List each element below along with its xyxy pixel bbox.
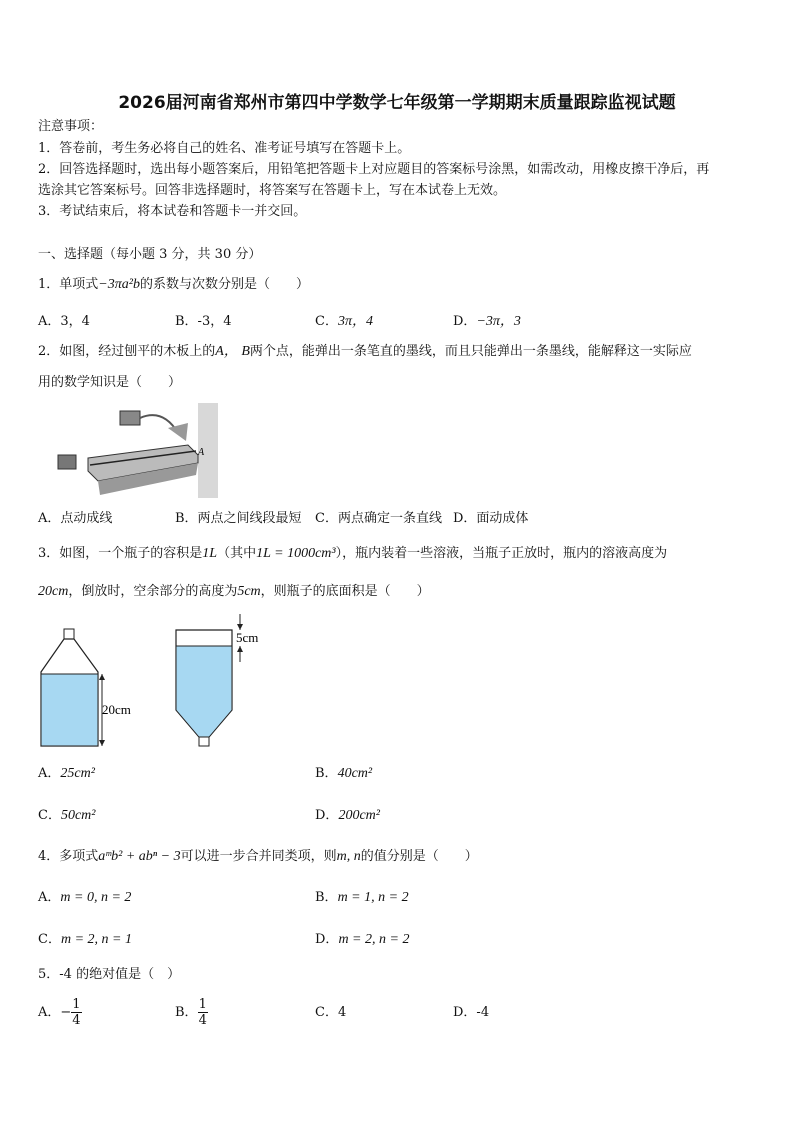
q1-pre: 1．单项式 bbox=[38, 277, 99, 292]
bottle-figure bbox=[36, 612, 276, 752]
question-1 bbox=[38, 276, 309, 294]
q1-option-a: A．3，4 bbox=[38, 314, 90, 329]
q4-option-b bbox=[315, 889, 409, 907]
q3-option-b-value: 40cm² bbox=[337, 766, 373, 781]
note-item-1: 1．答卷前，考生务必将自己的姓名、准考证号填写在答题卡上。 bbox=[38, 141, 411, 156]
q2-option-a: A．点动成线 bbox=[38, 511, 113, 526]
q3-option-c bbox=[38, 807, 95, 825]
q3-option-b-label: B． bbox=[315, 766, 338, 781]
q5-option-b-label: B． bbox=[175, 1005, 198, 1020]
q1-option-d-value: −3π，3 bbox=[476, 314, 521, 329]
q3-conversion: 1L = 1000cm³ bbox=[256, 546, 336, 561]
q3-option-b bbox=[315, 765, 372, 783]
q3-line2 bbox=[38, 583, 430, 601]
bottle-cap bbox=[64, 629, 74, 639]
q5-option-b-fraction bbox=[198, 997, 208, 1028]
q4-text-a: 4．多项式 bbox=[38, 849, 99, 864]
upright-liquid bbox=[42, 674, 98, 745]
q4-option-c bbox=[38, 931, 132, 949]
q4-option-a-value: m = 0, n = 2 bbox=[60, 890, 132, 905]
q5-option-c: C．4 bbox=[315, 1005, 347, 1020]
fraction-numerator: 1 bbox=[72, 997, 81, 1012]
q2-option-d: D．面动成体 bbox=[453, 511, 529, 526]
q4-option-a bbox=[38, 889, 131, 907]
q3-option-d-label: D． bbox=[315, 808, 339, 823]
q1-post: 的系数与次数分别是（ ） bbox=[139, 277, 309, 292]
note-item-2: 2．回答选择题时，选出每小题答案后，用铅笔把答题卡上对应题目的答案标号涂黑，如需改动，用橡皮擦干净后，再 bbox=[38, 162, 710, 177]
notes-heading: 注意事项： bbox=[38, 119, 104, 134]
q3-text-d: ，倒放时，空余部分的高度为 bbox=[68, 584, 238, 599]
q4-expr: aᵐb² + abⁿ − 3 bbox=[98, 849, 181, 864]
height-label-20: 20cm bbox=[102, 702, 131, 717]
q4-option-d bbox=[315, 931, 409, 949]
ink-reel bbox=[58, 455, 76, 469]
q4-mn: m, n bbox=[336, 849, 361, 864]
q3-option-c-label: C． bbox=[38, 808, 61, 823]
q5-option-d: D．-4 bbox=[453, 1005, 490, 1020]
hand bbox=[168, 423, 188, 441]
note-item-2-cont: 选涂其它答案标号。回答非选择题时，将答案写在答题卡上，写在本试卷上无效。 bbox=[38, 183, 507, 198]
q3-gap: 5cm bbox=[237, 584, 261, 599]
q1-option-d bbox=[453, 313, 521, 331]
q5-option-a bbox=[38, 996, 82, 1030]
arrow-head-down bbox=[99, 740, 105, 746]
q4-option-b-value: m = 1, n = 2 bbox=[337, 890, 409, 905]
carpentry-figure bbox=[38, 403, 218, 498]
ink-box bbox=[120, 411, 140, 425]
q3-text-c: ），瓶内装着一些溶液，当瓶子正放时，瓶内的溶液高度为 bbox=[335, 546, 668, 561]
q4-option-c-label: C． bbox=[38, 932, 61, 947]
q1-option-b: B．-3，4 bbox=[175, 314, 232, 329]
question-5: 5．-4 的绝对值是（ ） bbox=[38, 967, 181, 982]
q5-option-a-fraction bbox=[71, 997, 81, 1028]
q3-option-d-value: 200cm² bbox=[338, 808, 380, 823]
inverted-liquid bbox=[177, 646, 232, 736]
q3-option-a bbox=[38, 765, 95, 783]
q4-text-c: 的值分别是（ ） bbox=[360, 849, 478, 864]
q3-text-e: ，则瓶子的底面积是（ ） bbox=[260, 584, 430, 599]
section-heading: 一、选择题（每小题 3 分，共 30 分） bbox=[38, 247, 262, 262]
gap-label-5: 5cm bbox=[236, 630, 259, 645]
q4-option-d-value: m = 2, n = 2 bbox=[338, 932, 410, 947]
q2-text-line2: 用的数学知识是（ ） bbox=[38, 375, 182, 390]
q1-expr: −3πa²b bbox=[98, 277, 140, 292]
q1-option-c-label: C． bbox=[315, 314, 338, 329]
q4-text-b: 可以进一步合并同类项，则 bbox=[180, 849, 337, 864]
q3-volume: 1L bbox=[202, 546, 218, 561]
gap-arrow-head-up bbox=[237, 646, 243, 652]
q2-option-c: C．两点确定一条直线 bbox=[315, 511, 442, 526]
point-a-label: A bbox=[198, 447, 205, 458]
arrow-head-up bbox=[99, 674, 105, 680]
q3-text-b: （其中 bbox=[217, 546, 257, 561]
q2-text-b: 两个点，能弹出一条笔直的墨线，而且只能弹出一条墨线，能解释这一实际应 bbox=[249, 344, 692, 359]
q3-option-c-value: 50cm² bbox=[60, 808, 96, 823]
q2-text-a: 2．如图，经过刨平的木板上的 bbox=[38, 344, 216, 359]
note-item-3: 3．考试结束后，将本试卷和答题卡一并交回。 bbox=[38, 204, 307, 219]
q4-option-d-label: D． bbox=[315, 932, 339, 947]
q5-option-b bbox=[175, 996, 208, 1030]
fraction-denominator: 4 bbox=[198, 1013, 207, 1028]
q5-option-a-sign: − bbox=[60, 1005, 72, 1020]
page-title: 2026届河南省郑州市第四中学数学七年级第一学期期末质量跟踪监视试题 bbox=[118, 93, 676, 113]
q4-option-b-label: B． bbox=[315, 890, 338, 905]
question-4 bbox=[38, 848, 478, 866]
q1-option-d-label: D． bbox=[453, 314, 477, 329]
question-2 bbox=[38, 343, 692, 361]
q3-text-a: 3．如图，一个瓶子的容积是 bbox=[38, 546, 203, 561]
q3-option-a-label: A． bbox=[38, 766, 61, 781]
q3-height: 20cm bbox=[38, 584, 69, 599]
fraction-denominator: 4 bbox=[72, 1013, 81, 1028]
q1-option-c bbox=[315, 313, 373, 331]
inverted-cap bbox=[199, 737, 209, 746]
q1-option-c-value: 3π，4 bbox=[337, 314, 373, 329]
q4-option-a-label: A． bbox=[38, 890, 61, 905]
q3-option-d bbox=[315, 807, 380, 825]
q2-points: A， B bbox=[215, 344, 250, 359]
q4-option-c-value: m = 2, n = 1 bbox=[60, 932, 132, 947]
fraction-numerator: 1 bbox=[198, 997, 207, 1012]
question-3 bbox=[38, 545, 667, 563]
q3-option-a-value: 25cm² bbox=[60, 766, 95, 781]
q2-option-b: B．两点之间线段最短 bbox=[175, 511, 302, 526]
q5-option-a-label: A． bbox=[38, 1005, 61, 1020]
